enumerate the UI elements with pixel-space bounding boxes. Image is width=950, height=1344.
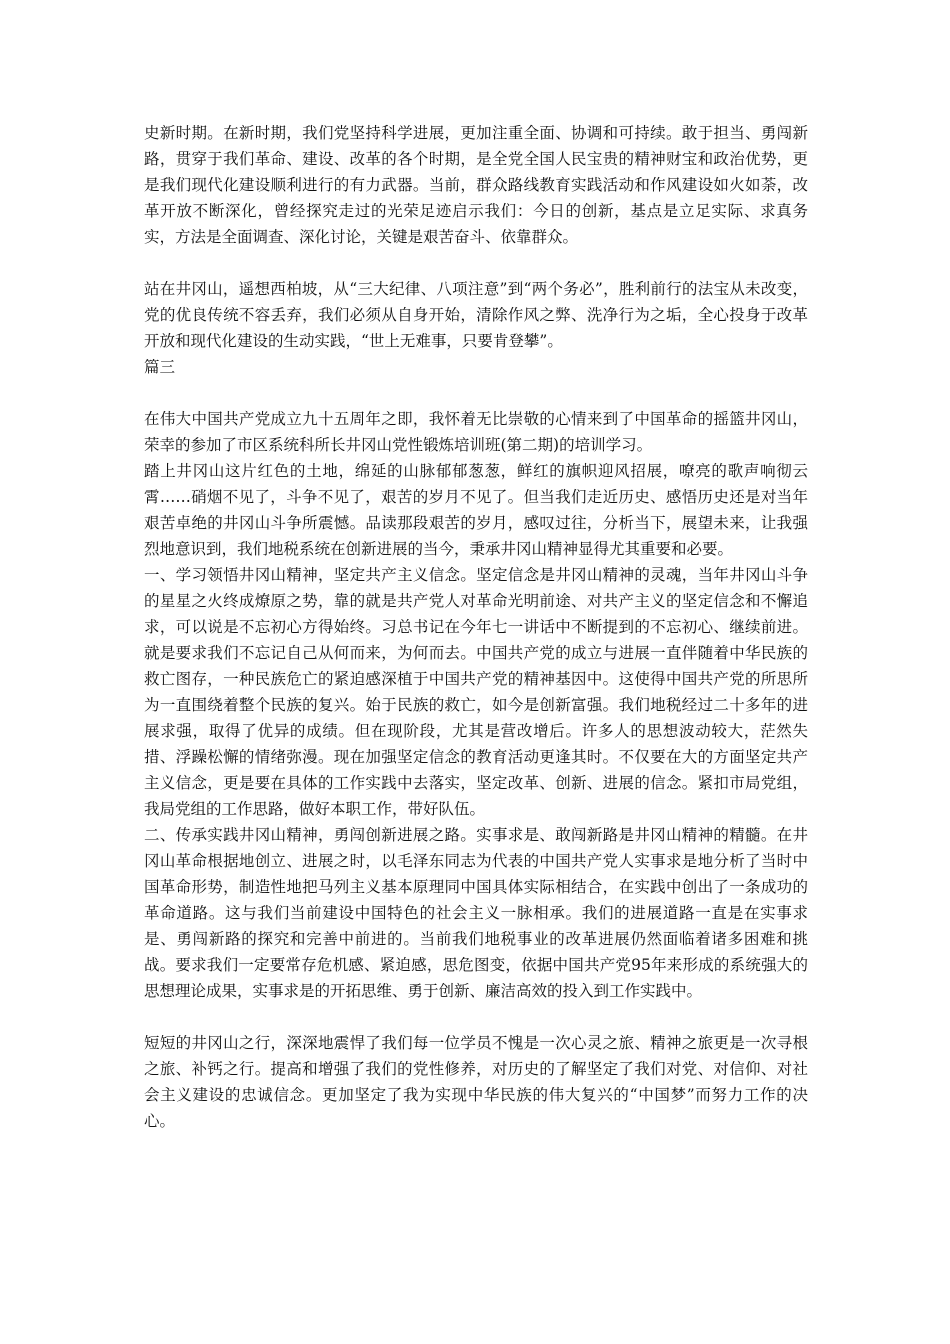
- section-heading: 篇三: [144, 358, 176, 376]
- document-body: [144, 120, 808, 1134]
- paragraph-gap: [144, 380, 808, 406]
- paragraph-opening: 在伟大中国共产党成立九十五周年之即，我怀着无比崇敬的心情来到了中国革命的摇篮井冈山，荣幸的参加了市区系统科所长井冈山党性锻炼培训班(第二期)的培训学习。: [144, 410, 808, 454]
- paragraph-jinggangshan: 站在井冈山，遥想西柏坡，从“三大纪律、八项注意”到“两个务必”，胜利前行的法宝从未改变，党的优良传统不容丢弃，我们必须从自身开始，清除作风之弊、洗净行为之垢，全心投身于改革开放和现代化建设的生动实践，“世上无难事，只要肯登攀”。: [144, 280, 808, 350]
- paragraph-point-two: 二、传承实践井冈山精神，勇闯创新进展之路。实事求是、敢闯新路是井冈山精神的精髓。在井冈山革命根据地创立、进展之时，以毛泽东同志为代表的中国共产党人实事求是地分析了当时中国革命形势，制造性地把马列主义基本原理同中国具体实际相结合，在实践中创出了一条成功的革命道路。这与我们当前建设中国特色的社会主义一脉相承。我们的进展道路一直是在实事求是、勇闯新路的探究和完善中前进的。当前我们地税事业的改革进展仍然面临着诸多困难和挑战。要求我们一定要常存危机感、紧迫感，思危图变，依据中国共产党95年来形成的系统强大的思想理论成果，实事求是的开拓思维、勇于创新、廉洁高效的投入到工作实践中。: [144, 826, 808, 1000]
- paragraph-gap: [144, 250, 808, 276]
- paragraph-conclusion: 短短的井冈山之行，深深地震悍了我们每一位学员不愧是一次心灵之旅、精神之旅更是一次寻根之旅、补钙之行。提高和增强了我们的党性修养，对历史的了解坚定了我们对党、对信仰、对社会主义建设的忠诚信念。更加坚定了我为实现中华民族的伟大复兴的“中国梦”而努力工作的决心。: [144, 1034, 808, 1130]
- paragraph-red-land: 踏上井冈山这片红色的土地，绵延的山脉郁郁葱葱，鲜红的旗帜迎风招展，嘹亮的歌声响彻云霄……硝烟不见了，斗争不见了，艰苦的岁月不见了。但当我们走近历史、感悟历史还是对当年艰苦卓绝的井冈山斗争所震憾。品读那段艰苦的岁月，感叹过往，分析当下，展望未来，让我强烈地意识到，我们地税系统在创新进展的当今，秉承井冈山精神显得尤其重要和必要。: [144, 462, 808, 558]
- paragraph-point-one: 一、学习领悟井冈山精神，坚定共产主义信念。坚定信念是井冈山精神的灵魂，当年井冈山斗争的星星之火终成燎原之势，靠的就是共产党人对革命光明前途、对共产主义的坚定信念和不懈追求，可以说是不忘初心方得始终。习总书记在今年七一讲话中不断提到的不忘初心、继续前进。就是要求我们不忘记自己从何而来，为何而去。中国共产党的成立与进展一直伴随着中华民族的救亡图存，一种民族危亡的紧迫感深植于中国共产党的精神基因中。这使得中国共产党的所思所为一直围绕着整个民族的复兴。始于民族的救亡，如今是创新富强。我们地税经过二十多年的进展求强，取得了优异的成绩。但在现阶段，尤其是营改增后。许多人的思想波动较大，茫然失措、浮躁松懈的情绪弥漫。现在加强坚定信念的教育活动更逢其时。不仅要在大的方面坚定共产主义信念，更是要在具体的工作实践中去落实，坚定改革、创新、进展的信念。紧扣市局党组，我局党组的工作思路，做好本职工作，带好队伍。: [144, 566, 808, 818]
- paragraph-gap: [144, 1004, 808, 1030]
- paragraph-intro-continuation: 史新时期。在新时期，我们党坚持科学进展，更加注重全面、协调和可持续。敢于担当、勇闯新路，贯穿于我们革命、建设、改革的各个时期，是全党全国人民宝贵的精神财宝和政治优势，更是我们现代化建设顺利进行的有力武器。当前，群众路线教育实践活动和作风建设如火如荼，改革开放不断深化，曾经探究走过的光荣足迹启示我们：今日的创新，基点是立足实际、求真务实，方法是全面调查、深化讨论，关键是艰苦奋斗、依靠群众。: [144, 124, 808, 246]
